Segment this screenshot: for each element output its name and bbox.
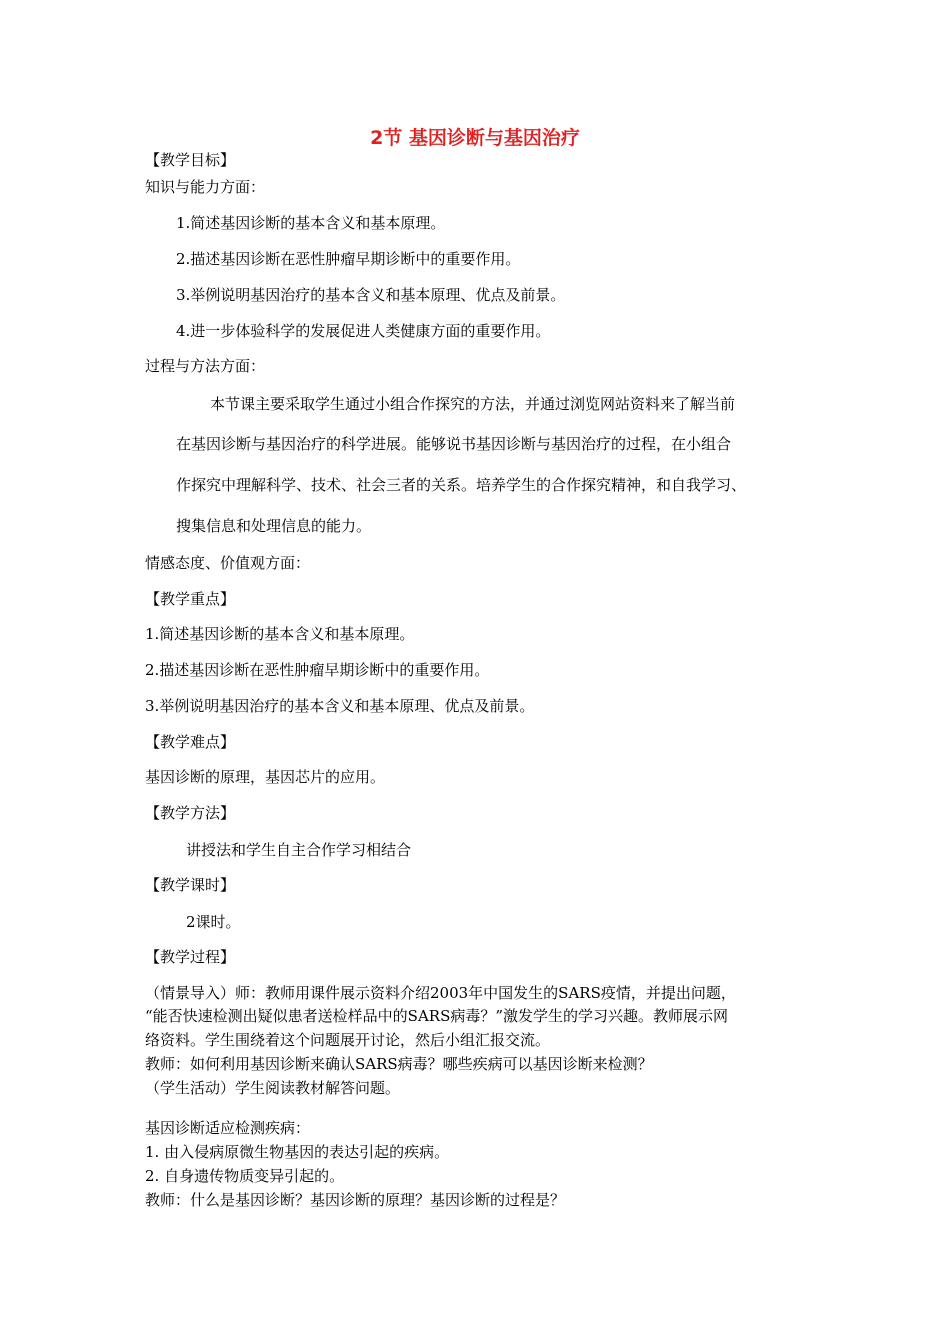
teacher-question: 教师：什么是基因诊断？基因诊断的原理？基因诊断的过程是？ bbox=[145, 1191, 566, 1209]
procedure-line: “能否快速检测出疑似患者送检样品中的SARS病毒？”激发学生的学习兴趣。教师展示网 bbox=[145, 1007, 729, 1025]
key-item: 1.简述基因诊断的基本含义和基本原理。 bbox=[145, 625, 415, 643]
process-paragraph-line: 作探究中理解科学、技术、社会三者的关系。培养学生的合作探究精神，和自我学习、 bbox=[176, 476, 747, 494]
process-paragraph-line: 本节课主要采取学生通过小组合作探究的方法，并通过浏览网站资料来了解当前 bbox=[210, 395, 736, 413]
subheader-process: 过程与方法方面： bbox=[145, 357, 266, 375]
procedure-line: 教师：如何利用基因诊断来确认SARS病毒？哪些疾病可以基因诊断来检测？ bbox=[145, 1055, 653, 1073]
knowledge-item: 4.进一步体验科学的发展促进人类健康方面的重要作用。 bbox=[176, 322, 551, 340]
process-paragraph-line: 在基因诊断与基因治疗的科学进展。能够说书基因诊断与基因治疗的过程，在小组合 bbox=[176, 435, 732, 453]
disease-item: 1. 由入侵病原微生物基因的表达引起的疾病。 bbox=[145, 1143, 450, 1161]
key-item: 2.描述基因诊断在恶性肿瘤早期诊断中的重要作用。 bbox=[145, 661, 490, 679]
section-header-difficulties: 【教学难点】 bbox=[145, 733, 236, 751]
section-header-key-points: 【教学重点】 bbox=[145, 590, 236, 608]
page-title: 2节 基因诊断与基因治疗 bbox=[370, 127, 580, 149]
hours-text: 2课时。 bbox=[186, 913, 241, 931]
knowledge-item: 1.简述基因诊断的基本含义和基本原理。 bbox=[176, 214, 446, 232]
key-item: 3.举例说明基因治疗的基本含义和基本原理、优点及前景。 bbox=[145, 697, 535, 715]
section-header-teaching-goals: 【教学目标】 bbox=[145, 151, 236, 169]
knowledge-item: 2.描述基因诊断在恶性肿瘤早期诊断中的重要作用。 bbox=[176, 250, 521, 268]
procedure-line: （学生活动）学生阅读教材解答问题。 bbox=[145, 1079, 401, 1097]
section-header-procedure: 【教学过程】 bbox=[145, 948, 236, 966]
procedure-line: 络资料。学生围绕着这个问题展开讨论，然后小组汇报交流。 bbox=[145, 1031, 551, 1049]
section-header-method: 【教学方法】 bbox=[145, 804, 236, 822]
diseases-header: 基因诊断适应检测疾病： bbox=[145, 1119, 311, 1137]
method-text: 讲授法和学生自主合作学习相结合 bbox=[186, 841, 412, 859]
subheader-attitude: 情感态度、价值观方面： bbox=[145, 554, 311, 572]
disease-item: 2. 自身遗传物质变异引起的。 bbox=[145, 1167, 345, 1185]
process-paragraph-line: 搜集信息和处理信息的能力。 bbox=[176, 517, 372, 535]
section-header-hours: 【教学课时】 bbox=[145, 876, 236, 894]
difficulty-text: 基因诊断的原理，基因芯片的应用。 bbox=[145, 768, 386, 786]
subheader-knowledge: 知识与能力方面： bbox=[145, 178, 266, 196]
procedure-line: （情景导入）师：教师用课件展示资料介绍2003年中国发生的SARS疫情，并提出问题， bbox=[145, 984, 736, 1002]
knowledge-item: 3.举例说明基因治疗的基本含义和基本原理、优点及前景。 bbox=[176, 286, 566, 304]
